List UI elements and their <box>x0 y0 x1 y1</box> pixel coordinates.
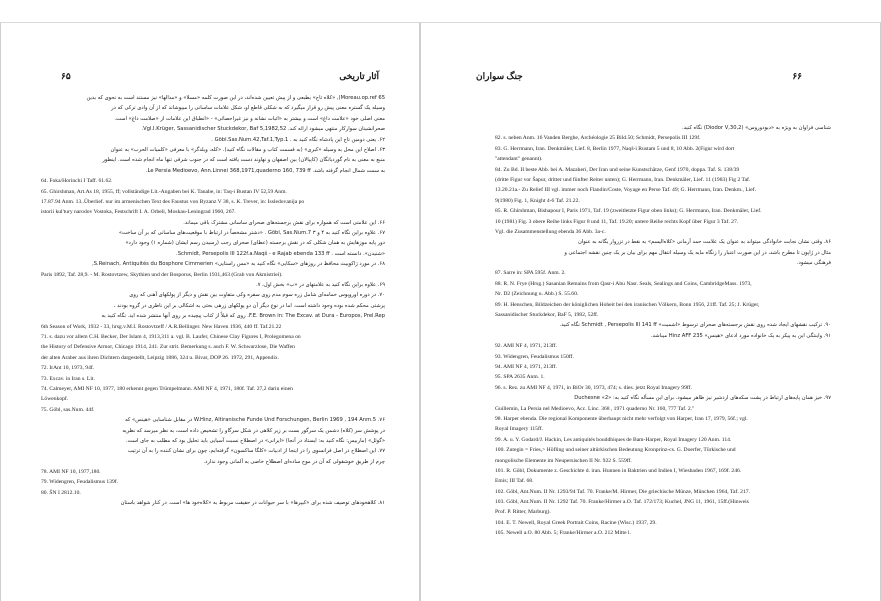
footnote-line: 64. Foka/Horinchi I Taff. 61.62. <box>41 178 113 185</box>
footnote-line: معنی اصلی خود «علامت داغ» است و بیشتر به «اثبات نشانه و نیز غیراحصائی» - «انطباق این علامات از «صلامت داغ» است. <box>114 115 385 122</box>
footnote-line: چرم از طریق خوشقولی که آن در موج ساده‌ای اصطلاح خاصی به آلمانی وجود ندارد. <box>203 458 385 465</box>
footnote-line: 95. SPA 2635 Anm. 1. <box>495 374 545 381</box>
footnote-line: ۶۸. در مورد ژاکوییث محافظ در روزهای «سکایی» نگاه کنید به «مس راستایی» S.Reinach, Antiquités du Bosphore Cimmerien, <box>92 261 385 268</box>
right-page-header <box>476 71 802 85</box>
footnote-line: «گوئل» (ماربیس: نگاه کنید به: ایستاد در آنجا) «ایرانی» در اصطلاح نسبت آسیایی باید تحلیل بود که مطلب به جای است. <box>125 437 385 444</box>
footnote-line: 101. R. Göbl, Dokumente z. Geschichte d. iran. Hunnen in Baktrien und Indien I, Wiesbaden 1967, 169f. 246. <box>495 467 742 474</box>
footnote-line: دور پایه موزهایش به همان شکلی که در نقش برجسته (عطای) صحرای رجب (رسیدن رسم ایشان (شماره ۱) وجود دارد» <box>125 240 385 247</box>
footnote-line: 65. Ghirshman, Art.As 18, 1955, ff; vollständige Lit.-Angaben bei K. Tanabe, in: Taq-i Bustan IV 52,59 Anm. <box>41 188 287 195</box>
footnote-line: به سمت شمال انجام گرفته باشد. Le Persia Medioevo, Ann.Linnei 368,1971,quaderno 160, 739 ff. <box>145 167 385 174</box>
footnote-line: 10 (1981) Fig. 3 obere Reihe links Figur 8 und 11, Taf. 19.20; untere Reihe rechts Kopf über Figur 3 Taf. 27. <box>495 218 739 225</box>
footnote-line: Guillemin, La Persia nel Medioevo, Acc. Linc. 368 , 1971 quaderno Nr. 160, 777 Taf. 2." <box>495 405 695 412</box>
footnote-line: ۷۰. در دوره اوروپوس حمامه‌ای شامل زره سوم مدم روی سفره وکی متفاوت بین نقش و دیگر از پولکهای آهنی که روی <box>129 292 385 299</box>
footnote-line: "attendant" genannt). <box>495 156 543 163</box>
left-page-number: ۶۵ <box>61 71 71 81</box>
footnote-line: ۸۱. کلاهخودهای توصیف شده برای «کیپرها» با سر حیوانات در حقیقت مربوط به «کلاه‌خود ها» است. در کنار شواهد باستان <box>120 500 385 507</box>
footnote-line: 79. Widengren, Feudalismus 139f. <box>41 479 119 486</box>
footnote-line: مثال در ژاپون تا مطرح باشد، در این صورت اعتبار را زنگاه مایه یک وسیله انتقال مهم برای بیان بر یک چنین نقشه اجتماعی و <box>564 249 831 256</box>
footnote-line: «شنیدن». دانسته است . Schmidt, Persepolis III 122f.a.Naqš - e Rajab ebenda 133 ff. <box>176 250 385 257</box>
footnote-line: 73. Excav. in Iran s. Lit. <box>41 375 95 382</box>
footnote-line: ۶۹. علاوه براین نگاه کنید به علامتهای در «ب» بخش اول، ۷. <box>256 282 385 289</box>
footnote-line: Paris 1892, Taf. 28,9. - M. Rostovtzew, Skythien und der Bosporus, Berlin 1931,463 (Grab von Akmistriei). <box>41 271 283 278</box>
footnote-line: 65 Moreau.op.ref), «کلاه تاج» بطبعی و از پیش تعیین شده‌اند، در این صورت کلمه «مسلا» و «مدالها» نیز مستند است به نحوی که بدین <box>86 95 385 101</box>
footnote-line: ۶۶. این علامتی است که همواره برای نقش برجسته‌های صحرای ساسانی مشترک باقی میماند. <box>183 219 385 226</box>
footnote-line: صحرانشینان سوارکار منتهی میشود ارائه کند. Vgl.I.Krüger, Sassanidischer Stuckdekor, Baf 5,1982,52. <box>141 126 385 133</box>
footnote-line: منبع به معنی به نام گوردیانگان (کاپیالان) بین اصفهان و نهاوند دست یافته است که در جنوب شرقی تنها ماه انجام شده است. اینطور <box>102 157 385 164</box>
footnote-line: 98. Harper ebenda. Die regional Komponente überhaupt nicht mehr verfolgt von Harper, Iran 17, 1979, 56f.; vgl. <box>495 415 748 422</box>
footnote-line: ۹۰. ترکیب نقشهای ایجاد شده روی نقش برجسته‌های صحرای ترسوط «اشمیت» Schmidt , Persepolis III 141 ff نگاه کنید. <box>559 322 831 329</box>
footnote-line: 88. R. N. Frye (Hrsg.) Sasanian Remains from Qasr-i Abu Nasr. Seals, Sealings and Coins, CambridgeMass. 1973, <box>495 280 752 287</box>
footnote-line: 94. AMI NF 4, 1971, 213ff. <box>495 363 557 370</box>
footnote-line: 104. E. T. Newell, Royal Greek Portrait Coins, Racine (Wisc.) 1937, 29. <box>495 519 657 526</box>
footnote-line: 103. Göbl, Ant.Num. II Nr. 1292 Taf. 70. Franke/Hirmer a.O. Taf. 172/173; Kuchel, JNG 11, 1961, 15ff.(Hinweis <box>495 499 749 506</box>
footnote-line: ۹۱. واینتگی این به پیکر به یک خانواده مورد ادعای «هینس» Hinz AFF 235 میباشد. <box>650 332 831 339</box>
footnote-line: ۶۳. اصلاح این محل به وسیله «کبری» (به قسمت کتاب و مقالات نگاه کنید). «کله، ویلدگر» با معرفی «کلمیات الحرب» به عنوان <box>110 146 385 153</box>
footnote-line: 84. Zu Bd. II beste Abb. bei A. Mazaheri, Der Iran und seine Kunstschätze, Genf 1970, doppa. Taf. S. 138/39 <box>495 166 740 173</box>
footnote-line: 102. Göbl, Ant.Num. II Nr. 1293/94 Taf. 70. Franke/M. Hirmer, Die griechische Münze, München 1964, Taf. 217. <box>495 488 750 495</box>
footnote-line: فرهنگی میشود. <box>796 260 831 267</box>
footnote-line: 80. ŠN I 2812.10. <box>41 489 81 496</box>
footnote-line: 9(1980) Fig. 1, Knight 4-6 Taf. 21.22. <box>495 197 580 204</box>
footnote-line: 89. H. Henschen, Bildzeichen der königlichen Hoheit bei den iranischen Völkern, Bonn 1956, 21ff. Taf. 25; J. Krüger, <box>495 301 760 308</box>
footnote-line: (dritte Figur vor Šapur, dritter und fünfter Reiter unten); G. Herrmann, Iran. Denkmäler, Lief. 11 (1983) Fig 2 Taf. <box>495 176 751 183</box>
footnote-line: ۹۷. خیز همان پایه‌های ارتباط در پشت سکه‌های اردشیر نیز ظاهر میشود. برای این مسأله نگاه کنید به: «Duchesne «2 <box>574 395 831 402</box>
footnote-line: 74. Calmeyer, AMI NF 10, 1977, 180 erkennt gegen Trümpelmann. AMI NF 4, 1971, 180f. Taf. 27,2 darin einen <box>41 385 293 392</box>
footnote-line: 82. s. neben Anm. 16 Vanden Berghe, Archéologie 25 Bild.50; Schmidt, Persepolis III 129f. <box>495 135 701 142</box>
footnote-line: Emis; III Taf. 68. <box>495 478 534 485</box>
footnote-line: 96. s. Rez. zu AMI NF 4, 1971, in BiOr 30, 1973, 474; s. dies. jetzt Royal Imagery 99ff. <box>495 384 692 391</box>
footnote-line: 17.87.94 Anm. 13..Überlief. nur im armenischen Text des Faustus von Byzanz V 38, s. K. Trever, in: Issledovanija po <box>41 198 305 205</box>
footnote-line: Sassanidischer Stuckdekor, BaF 5, 1982, 52ff. <box>495 312 599 319</box>
footnote-line: 87. Sarre in: SPA 595f. Anm. 2. <box>495 270 566 277</box>
footnote-line: 105. Newell a.O. 80 Abb. 5; Franke/Hirmer a.O. 212 Mitte l. <box>495 530 631 537</box>
footnote-line: der alten Araber aus ihren Dichtern dargestellt, Leipzig 1886, 324 u. Bivar, DOP 26. 1972, 291, Appendix. <box>41 354 280 361</box>
right-page-number: ۶۶ <box>792 71 802 81</box>
left-page <box>0 22 420 601</box>
footnote-line: شناسی فراوان به ویژه به «دیودوروس» (Diodor V,30,2) نگاه کنید. <box>681 125 831 131</box>
footnote-line: 75. Göbl, sas.Num. 44f. <box>41 406 95 413</box>
footnote-line: Nr. D2 (Zeichnung u. Abb.) S. 55.60. <box>495 291 579 298</box>
footnote-line: 100. Zutegin = Fries,> Höfling und seiner altürkischen Bedeutung Kronprinz-cs. G. Doerfer, Türkische und <box>495 447 736 454</box>
footnote-line: 83. G. Herrmann, Iran. Denkmäler, Lief. 8, Berlin 1977, Naqš-i Rustam 5 und 8, 10 Abb. 2(Figur wird dort <box>495 145 735 152</box>
footnote-line: 13.20.21a.- Zu Relief III vgl. immer noch Flandin/Coste, Voyage en Perse Taf. 49; G. Herrmann, Iran. Denkm., Lief. <box>495 187 757 194</box>
right-page-title: جنگ سواران <box>476 71 523 81</box>
footnote-line: وسیله یک گستره معنی پیش رو قرار میگیرد که به شکلی قاطع او، شکل علامات ساسانی را میپوشاند که از آن وادی ترکی که در <box>111 105 385 112</box>
footnote-line: 92. AMI NF 4, 1971, 213ff. <box>495 343 557 350</box>
footnote-line: mongolische Elemente im Neupersischen II Nr. 922 S. 559ff. <box>495 457 632 464</box>
footnote-line: 72. IrAnt 10, 1973, 94f. <box>41 365 95 372</box>
footnote-line: ۷۶. W.Hinz, Altiranische Funde Und Forschungen, Berlin 1969 , 194 Anm.5 در مقابل شناسایی «هینس» که <box>125 417 385 424</box>
left-page-body <box>41 93 385 509</box>
footnote-line: ۶۲. یعنی دومین تاج این پادشاه نگاه کنید به . Göbl.Sas.Num.42,Taf.1,Typ.1 . <box>211 136 385 143</box>
footnote-line: 99. A. u. Y. Godard/J. Hackin, Les antiquités bouddhiques de Bam-Harper, Royal Imagery 120 Anm. 114. <box>495 436 732 443</box>
footnote-line: 78. AMI NF 10, 1977,180. <box>41 469 101 476</box>
footnote-line: Vgl. die Zusammenstellung ebenda 36 Abb. 3a-c. <box>495 228 606 235</box>
footnote-line: 85. R. Ghirshman, Bishapour I, Paris 1971, Taf. 19 (zweitletzte Figur oben links); G. Herrmann, Iran. Denkmäler, Lief. <box>495 208 762 215</box>
footnote-line: 93. Widengren, Feudalismus 150ff. <box>495 353 574 360</box>
footnote-line: Prof. P. Ritter, Marburg). <box>495 509 551 516</box>
footnote-line: Royal Imagery 115ff. <box>495 426 543 433</box>
footnote-line: ۸۶. وقتی نشان نجابت خانوادگی میتواند به عنوان یک علامت حمد آرمانی «کلاه‌الیسم» به نقط در تزروار یگانه به عنوان <box>578 239 831 246</box>
footnote-line: Löwenkopf. <box>41 396 69 403</box>
footnote-line: 6th Season of Work, 1932 - 33, hrsg.v.M.I. Rostovtzeff / A.R.Bellinger. New Haven 1936, 440 ff. Taf.21.22 <box>41 323 282 330</box>
footnote-line: istorii kul'tury narodov Vostoka, Festschrift I. A. Orbeli, Moskau-Leningrad 1960, 267. <box>41 209 236 216</box>
left-page-title: آثار تاریخی <box>339 71 379 81</box>
footnote-line: the History of Defensive Armor, Chicago 1914, 241. Zur strit. Bemerkung s. auch F. W. Schwarzlose, Die Waffen <box>41 344 295 351</box>
footnote-line: ۶۷. علاوه براین نگاه کنید به ۴ و ۳ Göbl, Sas.Num.7 . «دشتر مشخصاً در ارتباط با موقعیت‌های ساسانی که بر آن ساخت» <box>118 230 385 237</box>
right-page-body <box>495 123 831 539</box>
right-page <box>420 22 881 601</box>
footnote-line: در پوشش سر (کلاه) دشمن یک سرگور بست بر زیر کلاهی در شکل سرگاو را تشخیص داده است، به نظر میرسد که نظریه <box>122 427 385 434</box>
footnote-line: 71. s. dazu vor allem C.H. Becker, Der Islam 4, 1913,311 a. vgl. B. Laufer, Chinese Clay Figures I, Prolegomena on <box>41 333 301 340</box>
left-page-header <box>61 71 379 85</box>
footnote-line: F.E. Brown in: The Excav. at Dura - Europos, Prel.Rep. روی که قبلاً از کتاب پیچیده بر روی آنها منتشر شده اید. نگاه کنید به <box>101 313 385 320</box>
footnote-line: پرشتی محکم شده بوده وجود داشته است. اما در نوع دیگر آن دو پولکهای زرهی بحثی به اشکالی بر این ناظری در گروه بودند ، <box>113 302 385 309</box>
footnote-line: ۷۷. این اصطلاح در اصل فرانسوی را در اینجا از ادبیات «کلگا ساکسون» گرفته‌ایم، چون برای نشان کننده را به آن ترتیب <box>127 448 385 455</box>
